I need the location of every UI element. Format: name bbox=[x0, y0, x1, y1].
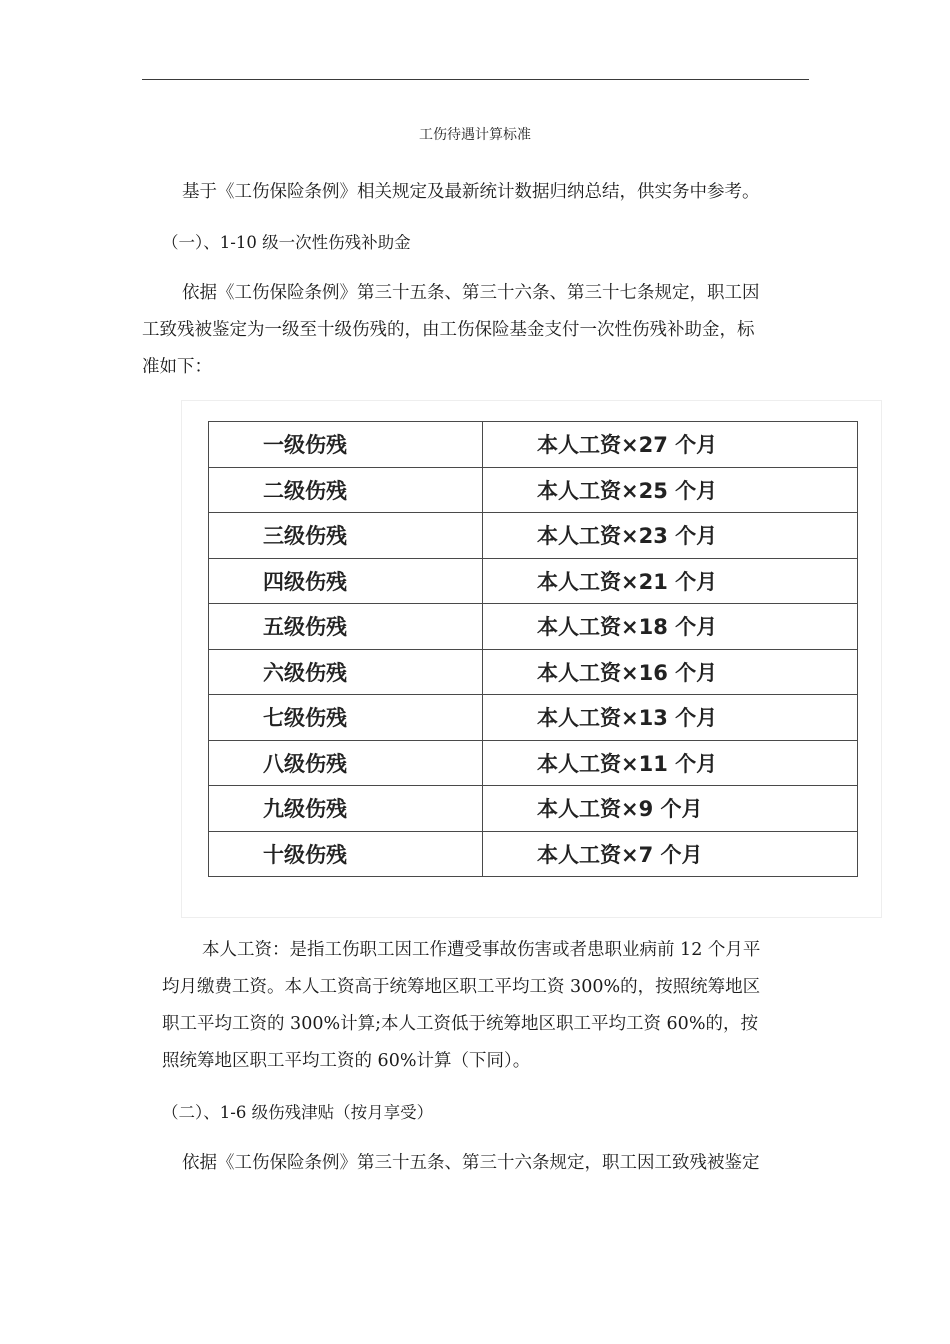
amount-cell: 本人工资×23 个月 bbox=[483, 513, 858, 559]
table-row bbox=[209, 695, 858, 741]
table-row bbox=[209, 786, 858, 832]
grade-cell: 三级伤残 bbox=[209, 513, 483, 559]
amount-cell: 本人工资×7 个月 bbox=[483, 831, 858, 877]
document-title: 工伤待遇计算标准 bbox=[419, 127, 531, 143]
grade-cell: 四级伤残 bbox=[209, 558, 483, 604]
intro-paragraph: 基于《工伤保险条例》相关规定及最新统计数据归纳总结，供实务中参考。 bbox=[182, 182, 760, 202]
amount-cell: 本人工资×16 个月 bbox=[483, 649, 858, 695]
amount-cell: 本人工资×13 个月 bbox=[483, 695, 858, 741]
wage-note-line: 本人工资：是指工伤职工因工作遭受事故伤害或者患职业病前 12 个月平 bbox=[202, 940, 761, 960]
table-row bbox=[209, 467, 858, 513]
grade-cell: 十级伤残 bbox=[209, 831, 483, 877]
disability-compensation-table bbox=[208, 421, 858, 877]
wage-note-line: 职工平均工资的 300%计算;本人工资低于统筹地区职工平均工资 60%的，按 bbox=[162, 1014, 758, 1034]
section1-paragraph-line: 依据《工伤保险条例》第三十五条、第三十六条、第三十七条规定，职工因 bbox=[182, 283, 760, 303]
amount-cell: 本人工资×9 个月 bbox=[483, 786, 858, 832]
section1-heading: （一）、1-10 级一次性伤残补助金 bbox=[162, 233, 411, 252]
grade-cell: 六级伤残 bbox=[209, 649, 483, 695]
wage-note-line: 均月缴费工资。本人工资高于统筹地区职工平均工资 300%的，按照统筹地区 bbox=[162, 977, 761, 997]
section2-paragraph-line: 依据《工伤保险条例》第三十五条、第三十六条规定，职工因工致残被鉴定 bbox=[182, 1153, 760, 1173]
table-row bbox=[209, 604, 858, 650]
amount-cell: 本人工资×25 个月 bbox=[483, 467, 858, 513]
header-rule bbox=[142, 79, 809, 80]
grade-cell: 八级伤残 bbox=[209, 740, 483, 786]
table-row bbox=[209, 558, 858, 604]
table-row bbox=[209, 513, 858, 559]
grade-cell: 七级伤残 bbox=[209, 695, 483, 741]
grade-cell: 一级伤残 bbox=[209, 422, 483, 468]
wage-note-line: 照统筹地区职工平均工资的 60%计算（下同）。 bbox=[162, 1051, 531, 1071]
amount-cell: 本人工资×18 个月 bbox=[483, 604, 858, 650]
table-row bbox=[209, 740, 858, 786]
amount-cell: 本人工资×21 个月 bbox=[483, 558, 858, 604]
table-row bbox=[209, 649, 858, 695]
grade-cell: 九级伤残 bbox=[209, 786, 483, 832]
section2-heading: （二）、1-6 级伤残津贴（按月享受） bbox=[162, 1103, 434, 1122]
grade-cell: 五级伤残 bbox=[209, 604, 483, 650]
grade-cell: 二级伤残 bbox=[209, 467, 483, 513]
section1-paragraph-line: 工致残被鉴定为一级至十级伤残的，由工伤保险基金支付一次性伤残补助金，标 bbox=[142, 320, 755, 340]
amount-cell: 本人工资×27 个月 bbox=[483, 422, 858, 468]
table-row bbox=[209, 422, 858, 468]
amount-cell: 本人工资×11 个月 bbox=[483, 740, 858, 786]
table-row bbox=[209, 831, 858, 877]
section1-paragraph-line: 准如下： bbox=[142, 357, 212, 377]
